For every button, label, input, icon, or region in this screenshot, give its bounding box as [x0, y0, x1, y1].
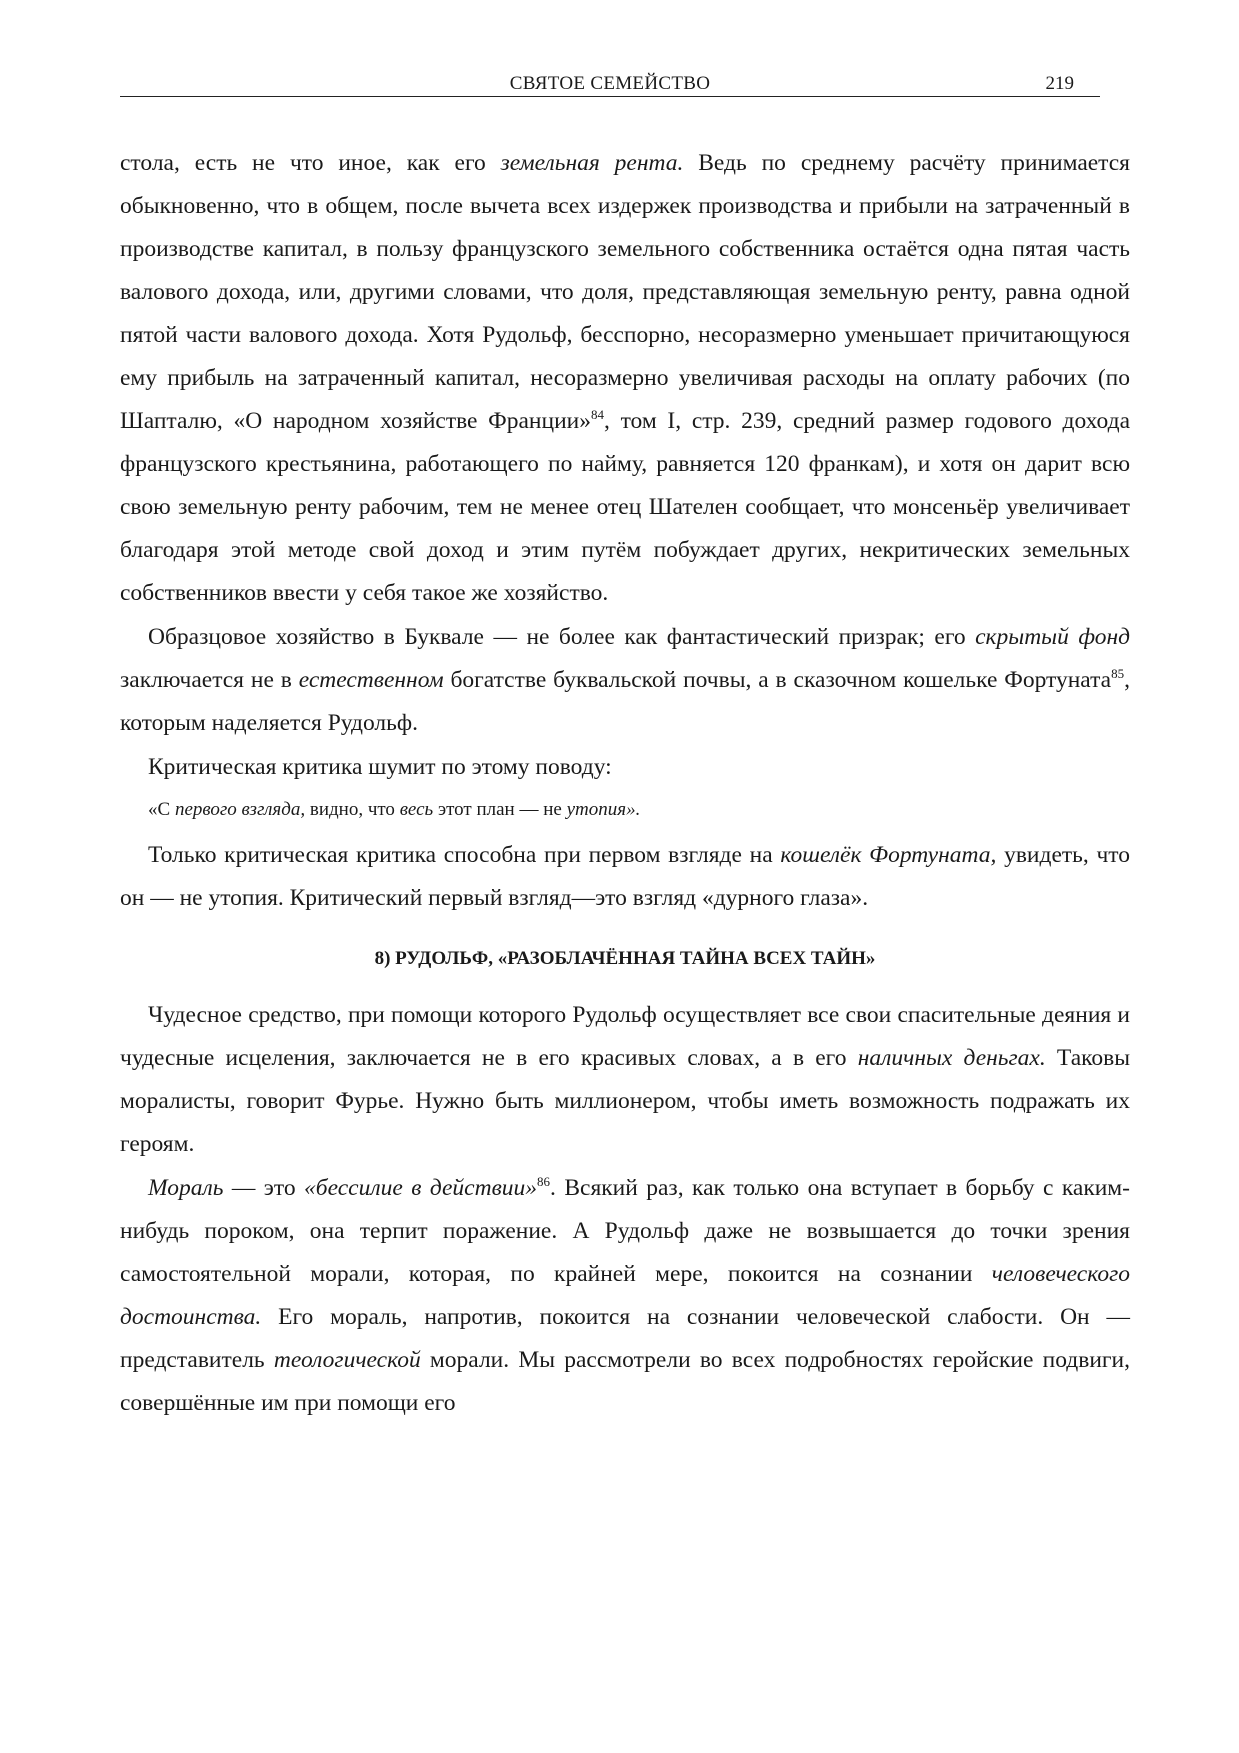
paragraph-3: Критическая критика шумит по этому поводу:	[148, 754, 612, 780]
p2-emphasis: скрытый фонд	[975, 624, 1130, 650]
p6-emphasis: Мораль	[148, 1175, 224, 1201]
p2-text: богатстве буквальской почвы, а в сказочном кошельке Фортуната	[443, 667, 1112, 693]
p1-text: Ведь по среднему расчёту принимается обыкновенно, что в общем, после вычета всех издержек производства и прибыли на затраченный в производстве капитал, в пользу французского земельного собственника остаётся одна пятая часть валового дохода, или, другими словами, что доля, представляющая земельную ренту, равна одной пятой части валового дохода. Хотя Рудольф, бесспорно, несоразмерно уменьшает причитающуюся ему прибыль на затраченный капитал, несоразмерно увеличивая расходы на оплату рабочих (по Шапталю, «О народном хозяйстве Франции»	[120, 150, 1130, 434]
p1-emphasis: земельная рента.	[500, 150, 684, 176]
quote-text: «С	[148, 799, 175, 820]
p5-text: Чудесное средство, при помощи которого Рудольф осуществляет все свои спасительные деяния и чудесные исцеления, заключается не в его красивых словах, а в его	[120, 1002, 1130, 1071]
quote-emphasis: первого взгляда,	[174, 799, 306, 820]
footnote-ref-86: 86	[537, 1174, 551, 1189]
p6-text: . Всякий раз, как только она вступает в борьбу с каким-нибудь пороком, она терпит поражение. А Рудольф даже не возвышается до точки зрения самостоятельной морали, которая, по крайней мере, покоится на сознании	[120, 1175, 1131, 1287]
footnote-ref-84: 84	[591, 407, 604, 422]
p2-text: , которым наделяется Рудольф.	[120, 667, 1130, 736]
section-heading: 8) РУДОЛЬФ, «РАЗОБЛАЧЁННАЯ ТАЙНА ВСЕХ ТАЙН»	[374, 948, 876, 969]
p6-emphasis: теологической	[273, 1347, 421, 1373]
p5-text: Таковы моралисты, говорит Фурье. Нужно быть миллионером, чтобы иметь возможность подражать их героям.	[120, 1045, 1130, 1157]
p5-emphasis: наличных деньгах.	[857, 1045, 1046, 1071]
paragraph-5	[120, 994, 1130, 1166]
p6-emphasis: «бессилие в действии»	[304, 1175, 538, 1201]
paragraph-6	[120, 1167, 1130, 1425]
quote-emphasis: весь	[399, 799, 434, 820]
p6-text: Его мораль, напротив, покоится на сознании человеческой слабости. Он — представитель	[120, 1304, 1130, 1373]
p2-text: заключается не в	[120, 667, 299, 693]
p4-text: Только критическая критика способна при первом взгляде на	[148, 842, 781, 868]
running-header	[120, 74, 1100, 97]
p2-emphasis: естественном	[298, 667, 444, 693]
quote-text: этот план — не	[433, 799, 567, 820]
p1-text: стола, есть не что иное, как его	[120, 150, 501, 176]
paragraph-4	[120, 834, 1130, 920]
paragraph-2	[120, 616, 1130, 745]
p6-text: — это	[223, 1175, 305, 1201]
p4-emphasis: кошелёк Фортуната,	[780, 842, 997, 868]
page-number: 219	[1045, 73, 1074, 94]
p4-text: увидеть, что он — не утопия. Критический первый взгляд—это взгляд «дурного глаза».	[120, 842, 1130, 911]
quote-text: видно, что	[305, 799, 400, 820]
p6-text: морали. Мы рассмотрели во всех подробностях геройские подвиги, совершённые им при помощи его	[120, 1347, 1130, 1416]
header-title: СВЯТОЕ СЕМЕЙСТВО	[509, 73, 711, 94]
paragraph-1	[120, 142, 1130, 615]
quote-emphasis: утопия».	[566, 799, 641, 820]
page-body	[120, 142, 1130, 1425]
p1-text: , том I, стр. 239, средний размер годового дохода французского крестьянина, работающего по найму, равняется 120 франкам), и хотя он дарит всю свою земельную ренту рабочим, тем не менее отец Шателен сообщает, что монсеньёр увеличивает благодаря этой методе свой доход и этим путём побуждает других, некритических земельных собственников ввести у себя такое же хозяйство.	[120, 408, 1130, 606]
p6-emphasis: человеческого достоинства.	[120, 1261, 1130, 1330]
block-quote	[120, 792, 1130, 828]
p2-text: Образцовое хозяйство в Буквале — не более как фантастический призрак; его	[148, 624, 976, 650]
footnote-ref-85: 85	[1111, 666, 1125, 681]
